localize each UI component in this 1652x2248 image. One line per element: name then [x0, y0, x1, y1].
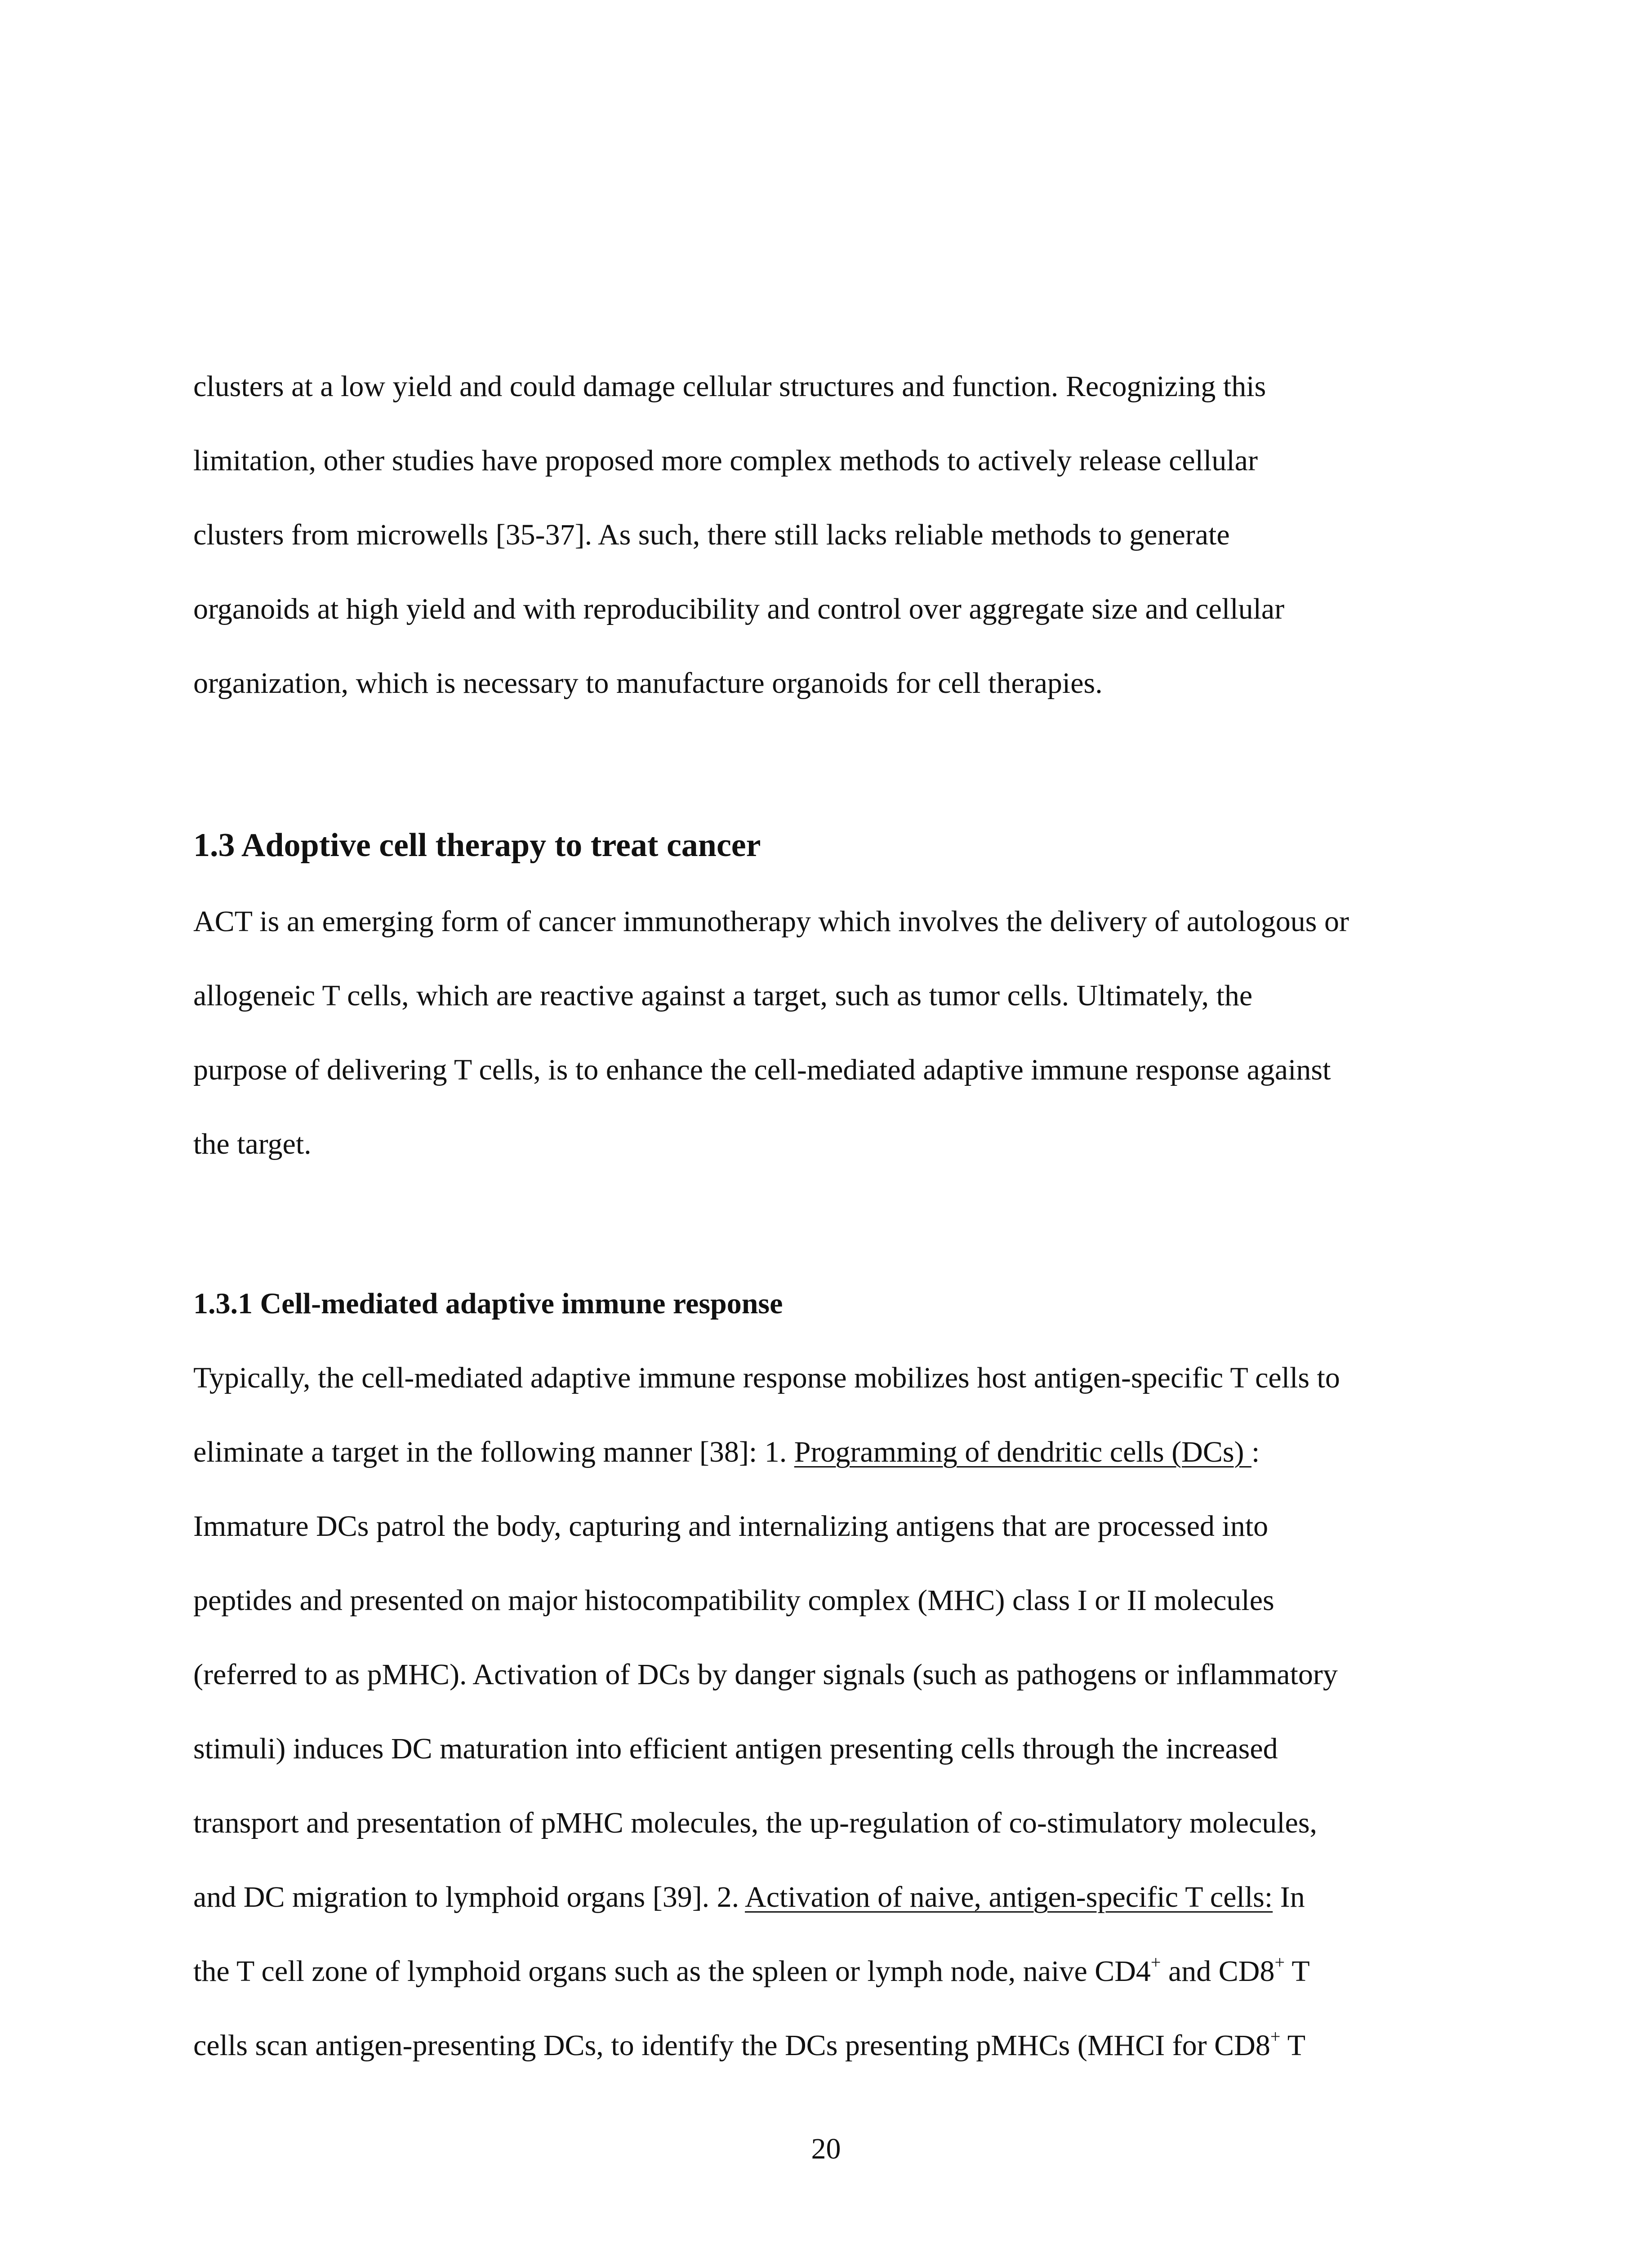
text-line: limitation, other studies have proposed more complex methods to actively release cellular: [193, 444, 1258, 477]
superscript-plus: +: [1270, 2026, 1281, 2047]
underlined-term-t-cell-activation: Activation of naive, antigen-specific T cells:: [745, 1881, 1273, 1913]
text-line: Typically, the cell-mediated adaptive immune response mobilizes host antigen-specific T cells to: [193, 1361, 1340, 1394]
text-line: transport and presentation of pMHC molecules, the up-regulation of co-stimulatory molecules,: [193, 1806, 1318, 1839]
text-line: allogeneic T cells, which are reactive against a target, such as tumor cells. Ultimately, the: [193, 979, 1253, 1012]
text-run: eliminate a target in the following manner [38]: 1.: [193, 1436, 794, 1468]
superscript-plus: +: [1274, 1952, 1285, 1972]
text-line: Immature DCs patrol the body, capturing and internalizing antigens that are processed into: [193, 1510, 1269, 1543]
text-line: ACT is an emerging form of cancer immunotherapy which involves the delivery of autologous or: [193, 905, 1349, 938]
text-line: stimuli) induces DC maturation into efficient antigen presenting cells through the increased: [193, 1732, 1278, 1765]
text-run: and CD8: [1161, 1955, 1275, 1988]
text-run: and DC migration to lymphoid organs [39]. 2.: [193, 1881, 745, 1913]
underlined-term-dc-programming: Programming of dendritic cells (DCs): [794, 1436, 1252, 1468]
superscript-plus: +: [1150, 1952, 1161, 1972]
text-line: purpose of delivering T cells, is to enhance the cell-mediated adaptive immune response against: [193, 1053, 1331, 1086]
text-run: :: [1251, 1436, 1260, 1468]
text-line: the target.: [193, 1128, 312, 1160]
section-heading-1-3-1: 1.3.1 Cell-mediated adaptive immune response: [193, 1287, 783, 1320]
text-line: organoids at high yield and with reproducibility and control over aggregate size and cellular: [193, 593, 1285, 625]
text-line: [193, 2028, 1305, 2064]
text-run: T: [1280, 2029, 1306, 2062]
text-line: [193, 1434, 1260, 1470]
text-run: In: [1273, 1881, 1305, 1913]
text-line: organization, which is necessary to manufacture organoids for cell therapies.: [193, 667, 1103, 700]
text-run: the T cell zone of lymphoid organs such as the spleen or lymph node, naive CD4: [193, 1955, 1151, 1988]
text-run: T: [1285, 1955, 1310, 1988]
text-line: [193, 1879, 1305, 1915]
text-run: cells scan antigen-presenting DCs, to identify the DCs presenting pMHCs (MHCI for CD8: [193, 2029, 1270, 2062]
text-line: clusters from microwells [35-37]. As such, there still lacks reliable methods to generate: [193, 518, 1230, 551]
section-heading-1-3: 1.3 Adoptive cell therapy to treat cancer: [193, 827, 761, 864]
text-line: (referred to as pMHC). Activation of DCs by danger signals (such as pathogens or inflammatory: [193, 1658, 1338, 1691]
page-number: 20: [811, 2132, 841, 2165]
text-line: clusters at a low yield and could damage cellular structures and function. Recognizing this: [193, 370, 1266, 403]
text-line: [193, 1954, 1310, 1989]
text-line: peptides and presented on major histocompatibility complex (MHC) class I or II molecules: [193, 1584, 1274, 1617]
